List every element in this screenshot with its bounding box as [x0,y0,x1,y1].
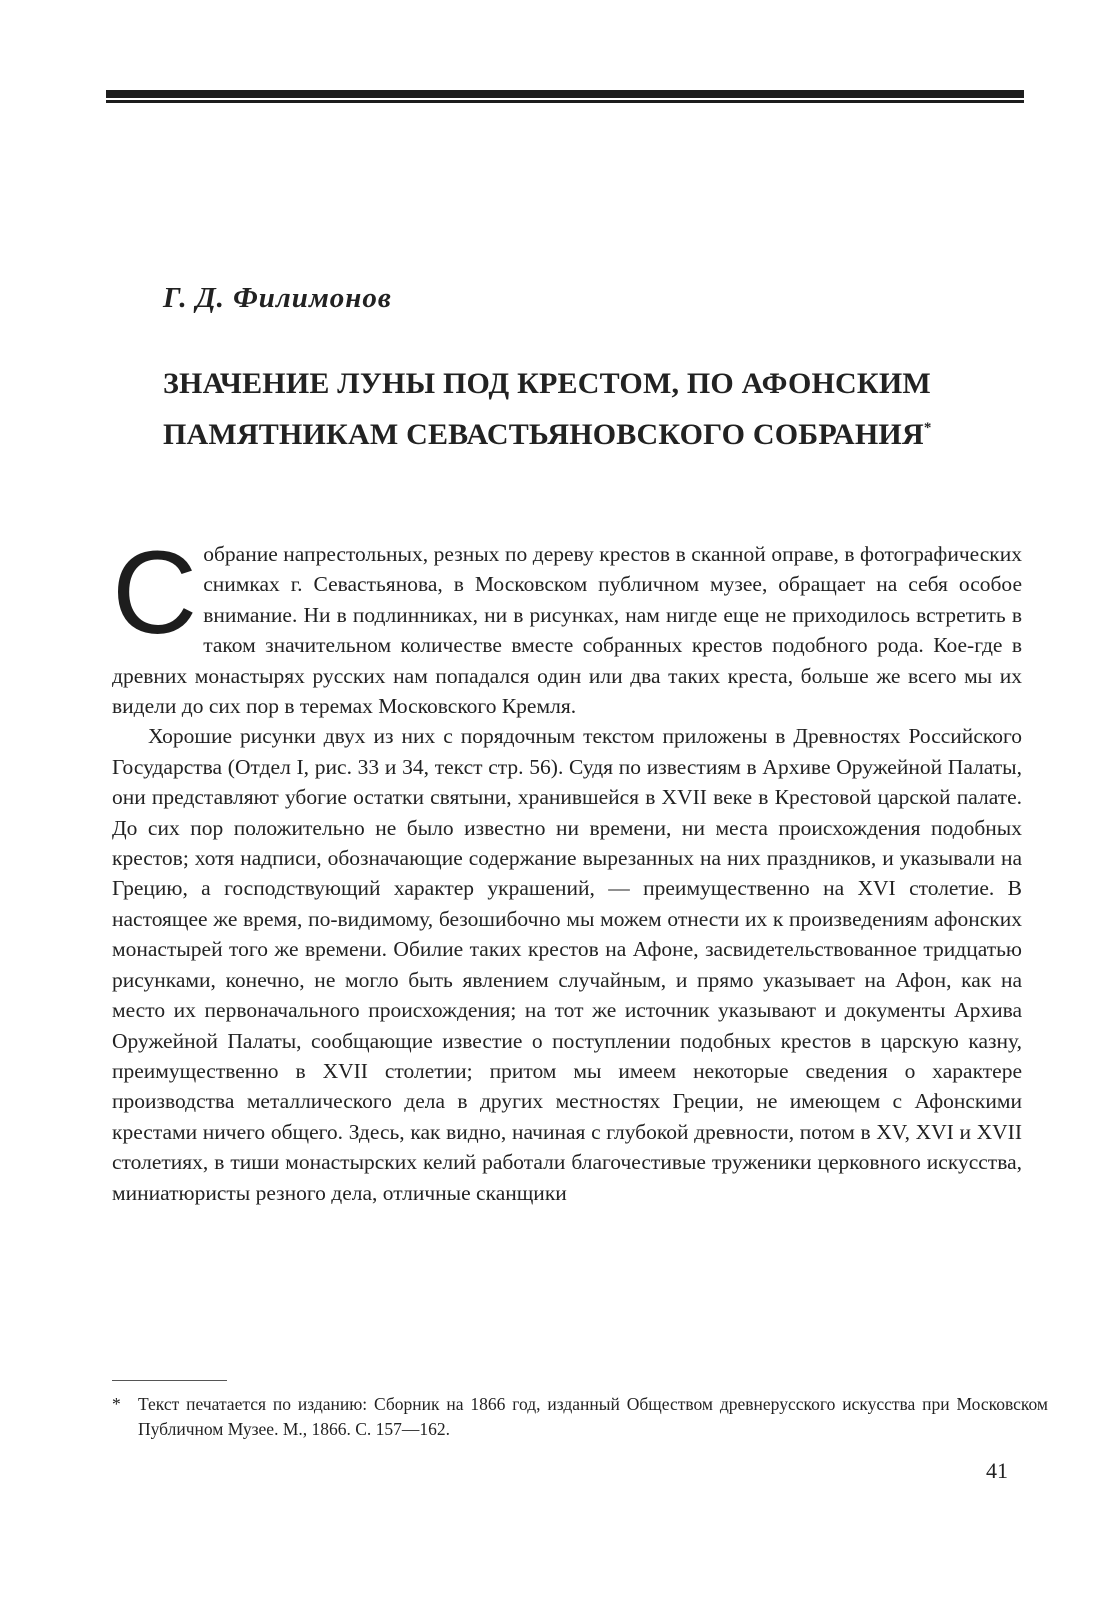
header-rule-thin [106,100,1024,103]
footnote-mark: * [112,1394,121,1414]
author-name: Г. Д. Филимонов [163,282,392,314]
footnote-text: Текст печатается по изданию: Сборник на 1866 год, изданный Обществом древнерусского искусства при Московском Публичном Музее. М., 1866. С. 157—162. [138,1394,1048,1439]
footnote [112,1392,1048,1442]
paragraph-2: Хорошие рисунки двух из них с порядочным текстом приложены в Древностях Российского Государства (Отдел I, рис. 33 и 34, текст стр. 56). Судя по известиям в Архиве Оружейной Палаты, они представляют убогие остатки святыни, хранившейся в XVII веке в Крестовой царской палате. До сих пор положительно не было известно ни времени, ни места происхождения подобных крестов; хотя надписи, обозначающие содержание вырезанных на них праздников, и указывали на Грецию, а господствующий характер украшений, — преимущественно на XVI столетие. В настоящее же время, по-видимому, безошибочно мы можем отнести их к произведениям афонских монастырей того же времени. Обилие таких крестов на Афоне, засвидетельствованное тридцатью рисунками, конечно, не могло быть явлением случайным, и прямо указывает на Афон, как на место их первоначального происхождения; на тот же источник указывают и документы Архива Оружейной Палаты, сообщающие известие о поступлении подобных крестов в царскую казну, преимущественно в XVII столетии; притом мы имеем некоторые сведения о характере производства металлического дела в других местностях Греции, не имеющем с Афонскими крестами ничего общего. Здесь, как видно, начиная с глубокой древности, потом в XV, XVI и XVII столетиях, в тиши монастырских келий работали благочестивые труженики церковного искусства, миниатюристы резного дела, отличные сканщики [112,724,1022,1205]
article-title-text: ЗНАЧЕНИЕ ЛУНЫ ПОД КРЕСТОМ, ПО АФОНСКИМ ПАМЯТНИКАМ СЕВАСТЬЯНОВСКОГО СОБРАНИЯ [163,367,931,451]
footnote-divider [112,1380,227,1381]
paragraph-1 [112,527,1022,721]
drop-cap: С [112,527,198,659]
article-body [112,527,1022,1208]
article-title [163,362,1043,457]
page-number: 41 [986,1458,1008,1483]
header-rule-thick [106,90,1024,98]
paragraph-1-text: обрание напрестольных, резных по дереву крестов в сканной оправе, в фотографических снимках г. Севастьянова, в Московском публичном музее, обращает на себя особое внимание. Ни в подлинниках, ни в рисунках, нам нигде еще не приходилось встретить в таком значительном количестве вместе собранных крестов подобного рода. Кое-где в древних монастырях русских нам попадался один или два таких креста, больше же всего мы их видели до сих пор в теремах Московского Кремля. [112,542,1022,719]
title-footnote-mark: * [923,420,932,436]
